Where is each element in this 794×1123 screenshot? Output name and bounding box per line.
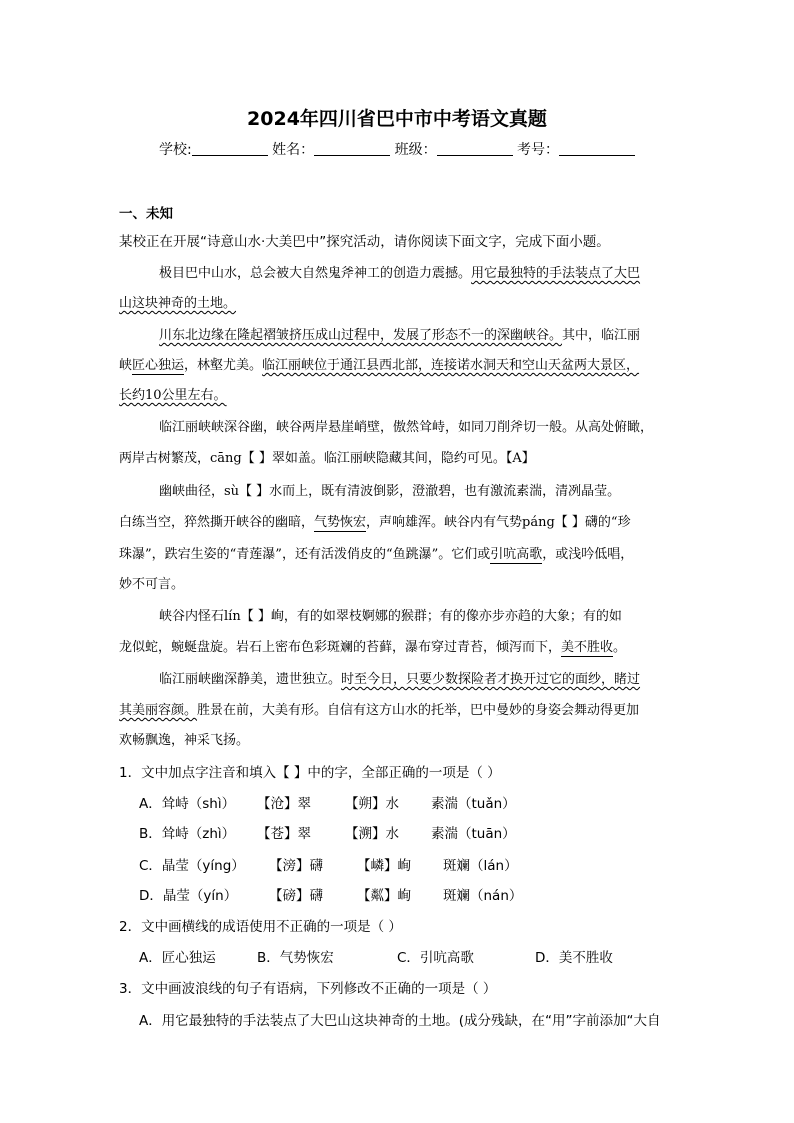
section-heading: 一、未知 [119,206,173,222]
option-part: 【苍】翠 [257,826,311,842]
wavy-sentence: 其美丽容颜。 [119,703,198,718]
passage-text: 极目巴中山水，总会被大自然鬼斧神工的创造力震撼。 [159,266,472,281]
underlined-idiom: 引吭高歌 [490,547,543,562]
passage-line [159,668,679,687]
passage-text: ，林壑尤美。 [184,358,263,373]
wavy-sentence: 山这块神奇的土地。 [119,296,237,311]
option-part: 斑斓（nán） [443,888,523,904]
q1-option-b[interactable] [139,822,516,842]
q2-option-c[interactable]: C．引吭高歌 [397,950,474,966]
passage-text: ，或浅吟低唱， [542,547,634,562]
option-part: 【嶙】峋 [357,858,411,874]
q1-option-a[interactable] [139,792,516,812]
name-blank[interactable] [314,141,390,156]
passage-line [119,511,679,530]
passage-line: 欢畅飘逸，神采飞扬。 [119,733,250,748]
passage-line: 妙不可言。 [119,577,185,592]
passage-line [119,543,679,562]
passage-text: 白练当空，猝然撕开峡谷的幽暗， [119,515,315,530]
option-part: 【滂】礴 [269,858,323,874]
question-1-stem: 1．文中加点字注音和填入【 】中的字，全部正确的一项是（ ） [119,765,501,781]
option-part: 斑斓（lán） [443,858,518,874]
q2-option-a[interactable]: A．匠心独运 [139,950,216,966]
underlined-idiom: 气势恢宏 [314,515,367,530]
passage-line: 临江丽峡峡深谷幽，峡谷两岸悬崖峭壁，傲然耸峙，如同刀削斧切一般。从高处俯瞰， [159,420,654,435]
wavy-sentence: 川东北边缘在隆起褶皱挤压成山过程中，发展了形态不一的深幽峡谷。 [159,328,563,343]
school-label: 学校: [158,142,192,158]
option-part: 素湍（tuān） [431,826,516,842]
passage-text: 其中，临江丽 [562,328,641,343]
passage-line [159,262,679,281]
passage-line [159,324,679,343]
q3-option-a[interactable]: A．用它最独特的手法装点了大巴山这块神奇的土地。(成分残缺，在“用”字前添加“大自 [139,1013,661,1029]
wavy-sentence: 临江丽峡位于通江县西北部，连接诺水洞天和空山天盆两大景区， [262,358,640,373]
student-info-row [0,139,794,159]
passage-text: 胜景在前，大美有形。自信有这方山水的托举，巴中曼妙的身姿会舞动得更加 [197,703,640,718]
passage-text: ，声响雄浑。峡谷内有气势páng【 】礴的“珍 [366,515,631,530]
passage-line [119,384,679,403]
passage-line [119,354,679,373]
school-blank[interactable] [192,141,268,156]
passage-text: 峡 [119,358,133,373]
class-label: 班级： [394,142,437,158]
intro-text: 某校正在开展“诗意山水·大美巴中”探究活动，请你阅读下面文字，完成下面小题。 [119,234,610,250]
passage-line: 峡谷内怪石lín【 】峋，有的如翠枝婀娜的猴群；有的像亦步亦趋的大象；有的如 [159,609,622,624]
q2-option-d[interactable]: D．美不胜收 [535,950,613,966]
question-3-stem: 3．文中画波浪线的句子有语病，下列修改不正确的一项是（ ） [119,981,497,997]
option-part: 【粼】峋 [357,888,411,904]
q2-options [139,946,613,966]
underlined-idiom: 匠心独运 [132,358,185,373]
option-part: 【磅】礴 [269,888,323,904]
name-label: 姓名： [272,142,315,158]
passage-line: 两岸古树繁茂，cāng【 】翠如盖。临江丽峡隐藏其间，隐约可见。【A】 [119,451,535,466]
wavy-sentence: 时至今日，只要少数探险者才换开过它的面纱，睹过 [341,672,641,687]
passage-text: 珠瀑”，跌宕生姿的“青莲瀑”，还有活泼俏皮的“鱼跳瀑”。它们或 [119,547,491,562]
passage-line [119,292,679,311]
passage-text: 龙似蛇，蜿蜒盘旋。岩石上密布色彩斑斓的苔藓，瀑布穿过青苔，倾泻而下， [119,640,562,655]
exam-no-blank[interactable] [559,141,635,156]
passage-text: 临江丽峡幽深静美，遗世独立。 [159,672,342,687]
option-part: B．耸峙（zhì） [139,826,236,842]
passage-text: 。 [613,640,627,655]
option-part: C．晶莹（yíng） [139,858,245,874]
option-part: 【沧】翠 [257,796,311,812]
option-part: A．耸峙（shì） [139,796,236,812]
passage-line [119,636,679,655]
option-part: D．晶莹（yín） [139,888,238,904]
class-blank[interactable] [437,141,513,156]
underlined-idiom: 美不胜收 [561,640,614,655]
question-2-stem: 2．文中画横线的成语使用不正确的一项是（ ） [119,919,402,935]
option-part: 【溯】水 [345,826,399,842]
passage-line: 幽峡曲径，sù【 】水而上，既有清波倒影，澄澈碧，也有激流素湍，清冽晶莹。 [159,484,621,499]
q2-option-b[interactable]: B．气势恢宏 [257,950,334,966]
q1-option-d[interactable] [139,884,522,904]
q1-option-c[interactable] [139,854,518,874]
option-part: 【朔】水 [345,796,399,812]
exam-no-label: 考号： [517,142,560,158]
option-part: 素湍（tuǎn） [431,796,516,812]
passage-line [119,699,679,718]
wavy-sentence: 长约10公里左右。 [119,388,227,403]
page-title: 2024年四川省巴中市中考语文真题 [247,108,547,130]
wavy-sentence: 用它最独特的手法装点了大巴 [471,266,641,281]
